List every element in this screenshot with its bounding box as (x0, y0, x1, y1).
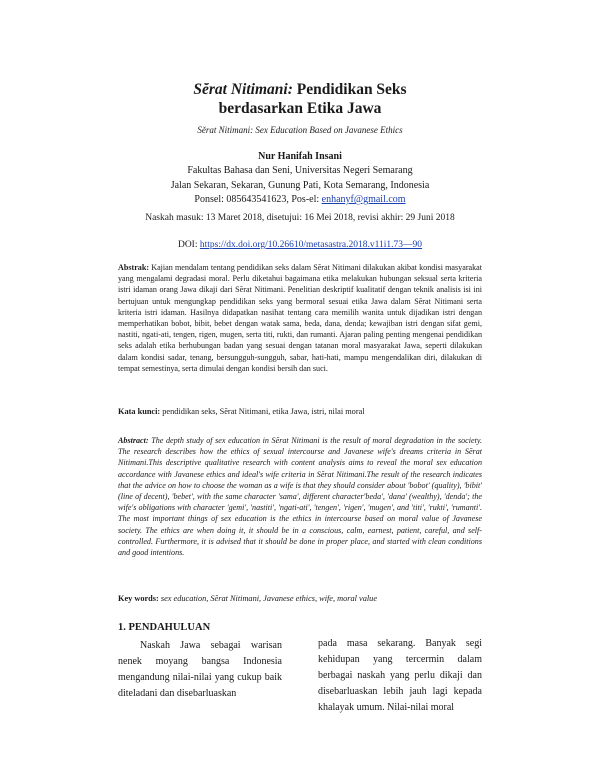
affiliation-line-2: Jalan Sekaran, Sekaran, Gunung Pati, Kota Semarang, Indonesia (170, 179, 430, 191)
title-line-2: berdasarkan Etika Jawa (218, 100, 382, 117)
kata-kunci-text: pendidikan seks, Sĕrat Nitimani, etika Jawa, istri, nilai moral (160, 407, 365, 416)
keywords-text: sex education, Sĕrat Nitimani, Javanese ethics, wife, moral value (158, 594, 378, 603)
intro-paragraph-left: Naskah Jawa sebagai warisan nenek moyang bangsa Indonesia mengandung nilai-nilai yang cukup baik diteladani dan disebarluaskan (118, 640, 282, 699)
keywords-english (118, 594, 482, 603)
body-column-left (118, 620, 282, 702)
affiliation-block (0, 164, 600, 208)
abstrak-label: Abstrak: (118, 263, 150, 272)
keywords-label: Key words: (118, 594, 159, 603)
doi-link[interactable]: https://dx.doi.org/10.26610/metasastra.2018.v11i1.73—90 (199, 240, 423, 250)
affiliation-line-1: Fakultas Bahasa dan Seni, Universitas Negeri Semarang (187, 165, 413, 176)
abstract-label: Abstract: (118, 436, 149, 445)
body-column-right: pada masa sekarang. Banyak segi kehidupan yang tercermin dalam berbagai naskah yang perlu dikaji dan disebarluaskan lebih jauh lagi kepada khalayak umum. Nilai-nilai moral (318, 638, 482, 713)
section-heading: 1. PENDAHULUAN (118, 622, 211, 633)
kata-kunci (118, 407, 482, 416)
contact-line: Ponsel: 085643541623, Pos-el: enhanyf@gmail.com (194, 194, 406, 205)
abstract-text: The depth study of sex education in Sĕrat Nitimani is the result of moral degradation in the society. The research describes how the ethics of sexual intercourse and Javanese wife's dreams criteria in Sĕrat Nitimani.This descriptive qualitative research with content analysis aims to reveal the moral sex education accordance with Javanese ethics and ideal's wife criteria in Sĕrat Nitimani.The result of the research indicates that the advice on how to choose the woman as a wife is that they should consider about 'bobot' (quality), 'bibit' (line of decent), 'bebet', with the same character 'sama', different character'beda', 'dana' (wealthy), 'denda'; the wife's obligations with character 'gemi', 'nastiti', 'ngati-ati', 'tengen', 'rigen', 'mugen', and 'titi', 'rukti', 'rumanti'. The most important things of sex education is the ethics in intercourse based on moral value of Javanese society. The ethics are when doing it, it should be in a conscious, calm, earnest, patient, careful, and self-controlled. Furthermore, it is advised that it should be done in proper place, and started with clean conditions and good intentions. (118, 436, 482, 558)
doi-line: DOI: https://dx.doi.org/10.26610/metasastra.2018.v11i1.73—90 (177, 240, 423, 250)
english-title: Sĕrat Nitimani: Sex Education Based on Javanese Ethics (197, 125, 403, 135)
title-line-1: Sĕrat Nitimani: Pendidikan Seks (193, 81, 407, 98)
abstract-english (118, 435, 482, 558)
email-link[interactable]: enhanyf@gmail.com (321, 194, 406, 205)
abstrak-text: Kajian mendalam tentang pendidikan seks dalam Sĕrat Nitimani dilakukan akibat kondisi masyarakat yang mengalami degradasi moral. Perlu diketahui bagaimana etika melakukan hubungan seksual serta kriteria istri idaman orang Jawa dikaji dari Sĕrat Nitimani. Penelitian deskriptif kualitatif dengan teknik analisis isi ini bertujuan untuk mengungkap pendidikan seks yang bermoral sesuai etika Jawa dalam Sĕrat Nitimani serta kriteria istri idaman. Hasilnya didapatkan nasihat tentang cara memilih wanita untuk dijadikan istri dengan memperhatikan bobot, bibit, bebet dengan watak sama, beda, dana, denda; kewajiban istri dengan sifat gemi, nastiti, ngati-ati, tengen, rigen, mugen, serta titi, rukti, dan rumanti. Ajaran paling penting mengenai pendidikan seks adalah etika berhubungan badan yang sesuai dengan tatanan moral masyarakat Jawa, seperti dilakukan dalam kondisi sadar, tenang, bersungguh-sungguh, sabar, hati-hati, mampu mengendalikan diri, dilakukan di tempat semestinya, serta dimulai dengan kondisi bersih dan suci. (118, 263, 482, 373)
author-name: Nur Hanifah Insani (258, 151, 342, 162)
manuscript-dates: Naskah masuk: 13 Maret 2018, disetujui: 16 Mei 2018, revisi akhir: 29 Juni 2018 (145, 213, 455, 223)
paper-title (0, 80, 600, 118)
kata-kunci-label: Kata kunci: (118, 407, 161, 416)
abstrak-indonesian (118, 262, 482, 374)
